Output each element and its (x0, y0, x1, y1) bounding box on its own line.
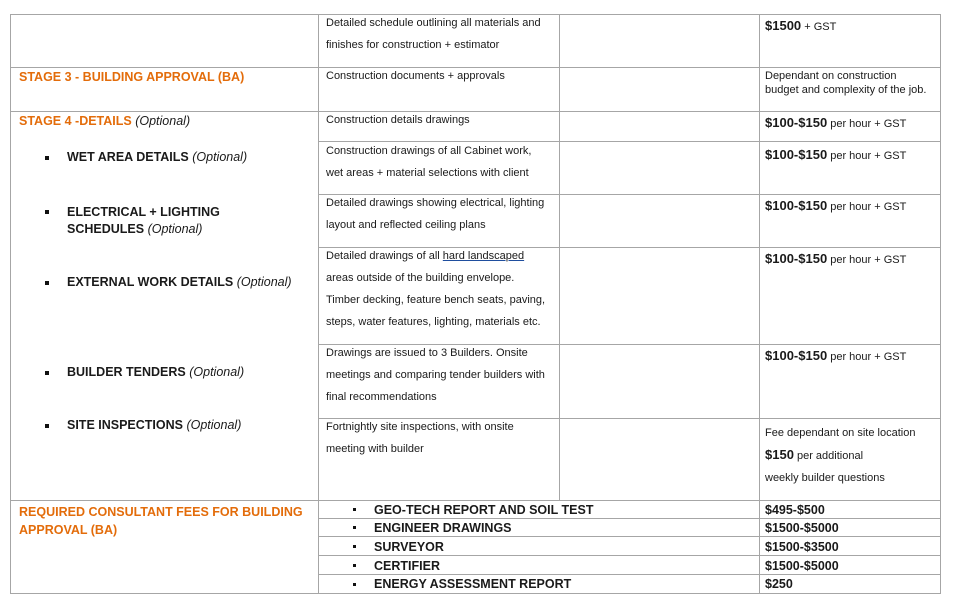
electrical-price (765, 197, 906, 215)
builder-tenders-label (67, 365, 244, 379)
site-inspections-price (765, 422, 915, 489)
bullet-icon (353, 564, 356, 567)
consultant-item-label: SURVEYOR (374, 540, 444, 554)
table-border-bottom (10, 593, 941, 594)
consultant-item-price: $495-$500 (765, 503, 825, 517)
price-note-line: Dependant on construction (765, 70, 897, 82)
optional-tag: (Optional) (144, 222, 203, 236)
row-divider (318, 518, 941, 519)
consultant-item-label: CERTIFIER (374, 559, 440, 573)
price-value: $100-$150 (765, 115, 828, 130)
price-value: $100-$150 (765, 198, 828, 213)
electrical-label (67, 204, 220, 238)
title-line: APPROVAL (BA) (19, 523, 118, 537)
consultant-fees-title (19, 503, 303, 539)
estimator-description (326, 12, 541, 56)
item-label-line: SCHEDULES (67, 222, 145, 236)
description-line: final recommendations (326, 391, 437, 403)
bullet-icon (45, 281, 49, 285)
bullet-icon (45, 371, 49, 375)
builder-tenders-description (326, 342, 545, 408)
builder-tenders-price (765, 347, 906, 365)
estimator-price (765, 17, 836, 35)
price-suffix: per hour + GST (827, 118, 907, 130)
item-label: EXTERNAL WORK DETAILS (67, 275, 234, 289)
optional-tag: (Optional) (188, 150, 248, 164)
description-line: Detailed schedule outlining all materials and (326, 17, 541, 29)
row-divider (10, 500, 941, 501)
external-work-price (765, 250, 906, 268)
description-line: finishes for construction + estimator (326, 39, 500, 51)
bullet-icon (353, 508, 356, 511)
optional-tag: (Optional) (233, 275, 292, 289)
consultant-item-label: GEO-TECH REPORT AND SOIL TEST (374, 503, 594, 517)
consultant-item-label: ENGINEER DRAWINGS (374, 521, 512, 535)
bullet-icon (45, 210, 49, 214)
row-divider (318, 574, 941, 575)
bullet-icon (45, 156, 49, 160)
electrical-description (326, 192, 544, 236)
table-border-left (10, 14, 11, 594)
bullet-icon (353, 545, 356, 548)
description-line: Detailed drawings showing electrical, lighting (326, 197, 545, 209)
wet-area-description (326, 140, 531, 184)
description-line: Fortnightly site inspections, with onsite (326, 421, 514, 433)
description-line: steps, water features, lighting, materials etc. (326, 316, 541, 328)
stage3-price-note (765, 69, 926, 97)
price-value: $100-$150 (765, 251, 828, 266)
description-line: meetings and comparing tender builders with (326, 369, 545, 381)
price-suffix: per hour + GST (827, 150, 907, 162)
optional-tag: (Optional) (131, 114, 191, 128)
price-value: $100-$150 (765, 348, 828, 363)
stage4-title-text: STAGE 4 -DETAILS (19, 114, 132, 128)
row-divider (318, 536, 941, 537)
row-divider (318, 555, 941, 556)
consultant-item-price: $1500-$5000 (765, 521, 839, 535)
row-divider (10, 67, 941, 68)
item-label: WET AREA DETAILS (67, 150, 189, 164)
stage3-description: Construction documents + approvals (326, 70, 505, 82)
price-suffix: per additional (793, 450, 864, 462)
row-divider (10, 111, 941, 112)
description-line: areas outside of the building envelope. (326, 272, 515, 284)
description-line: meeting with builder (326, 443, 424, 455)
price-value: $1500 (765, 18, 802, 33)
stage4-description: Construction details drawings (326, 114, 470, 126)
bullet-icon (353, 526, 356, 529)
description-line: Construction drawings of all Cabinet work, (326, 145, 532, 157)
external-work-label (67, 275, 292, 289)
optional-tag: (Optional) (183, 418, 242, 432)
price-suffix: per hour + GST (827, 201, 907, 213)
price-suffix: per hour + GST (827, 351, 907, 363)
price-note-line: Fee dependant on site location (765, 427, 916, 439)
consultant-item-price: $1500-$3500 (765, 540, 839, 554)
item-label-line: ELECTRICAL + LIGHTING (67, 205, 220, 219)
stage4-price (765, 114, 906, 132)
price-value: $100-$150 (765, 147, 828, 162)
consultant-item-price: $250 (765, 577, 793, 591)
price-note-line: weekly builder questions (765, 472, 885, 484)
price-suffix: + GST (801, 21, 837, 33)
bullet-icon (45, 424, 49, 428)
price-value: $150 (765, 447, 794, 462)
consultant-item-label: ENERGY ASSESSMENT REPORT (374, 577, 572, 591)
wet-area-price (765, 146, 906, 164)
column-divider (759, 14, 760, 594)
optional-tag: (Optional) (185, 365, 245, 379)
item-label: BUILDER TENDERS (67, 365, 186, 379)
external-work-description (326, 245, 545, 333)
stage4-title (19, 114, 190, 128)
stage3-title: STAGE 3 - BUILDING APPROVAL (BA) (19, 70, 245, 84)
title-line: REQUIRED CONSULTANT FEES FOR BUILDING (19, 505, 303, 519)
description-line: wet areas + material selections with client (326, 167, 529, 179)
description-line: layout and reflected ceiling plans (326, 219, 486, 231)
column-divider (559, 14, 560, 501)
wet-area-label (67, 150, 247, 164)
site-inspections-label (67, 418, 241, 432)
description-text: Detailed drawings of all (326, 250, 443, 262)
underlined-text: hard landscaped (442, 250, 525, 262)
price-note-line: budget and complexity of the job. (765, 84, 927, 96)
description-line: Timber decking, feature bench seats, paving, (326, 294, 546, 306)
column-divider (318, 14, 319, 594)
price-suffix: per hour + GST (827, 254, 907, 266)
table-border-right (940, 14, 941, 594)
site-inspections-description (326, 416, 514, 460)
consultant-item-price: $1500-$5000 (765, 559, 839, 573)
item-label: SITE INSPECTIONS (67, 418, 183, 432)
description-line: Drawings are issued to 3 Builders. Onsite (326, 347, 528, 359)
bullet-icon (353, 583, 356, 586)
